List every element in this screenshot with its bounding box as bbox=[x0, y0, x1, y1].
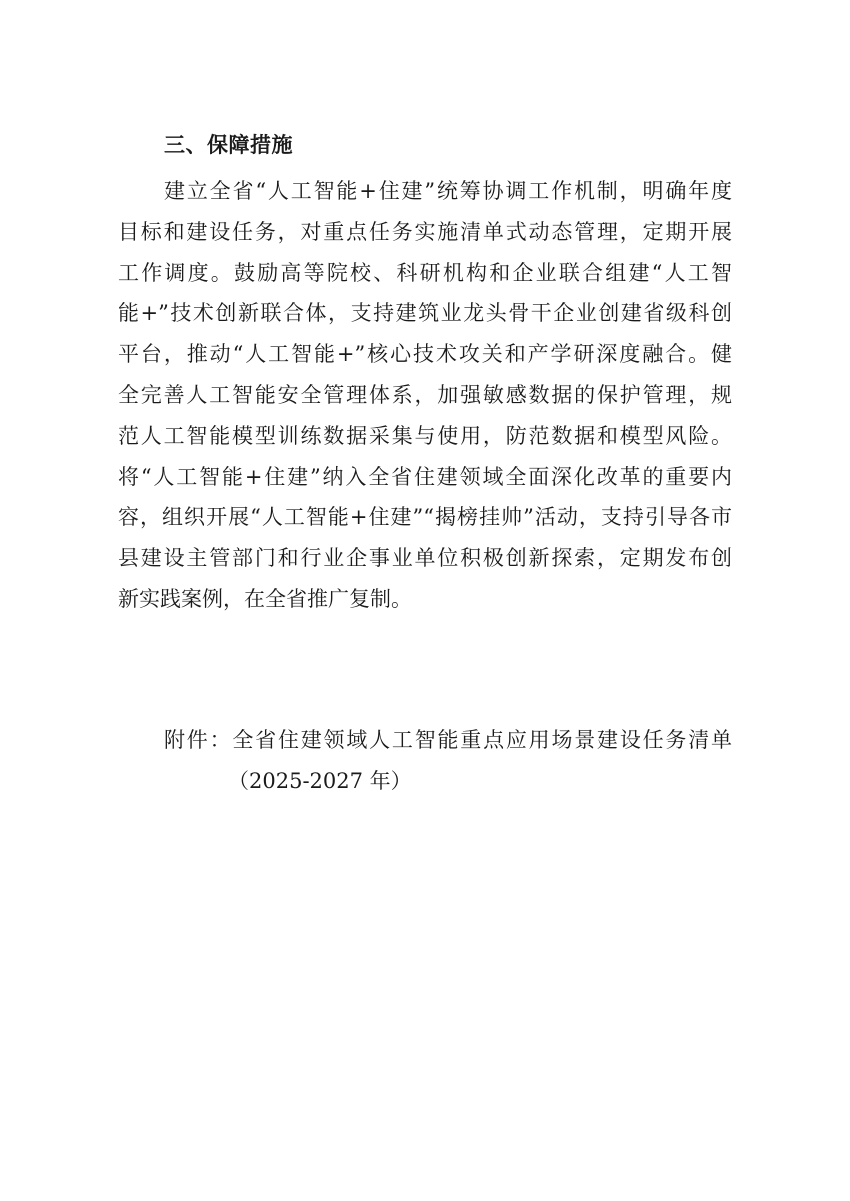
paragraph-line: 新实践案例，在全省推广复制。 bbox=[118, 586, 412, 611]
paragraph-line: 工作调度。鼓励高等院校、科研机构和企业联合组建“人工智 bbox=[118, 260, 732, 285]
paragraph-line: 县建设主管部门和行业企事业单位积极创新探索，定期发布创 bbox=[118, 546, 732, 571]
paragraph-line: 平台，推动“人工智能+”核心技术攻关和产学研深度融合。健 bbox=[118, 342, 732, 367]
paragraph-line: 范人工智能模型训练数据采集与使用，防范数据和模型风险。 bbox=[118, 423, 732, 448]
body-paragraph bbox=[118, 171, 732, 620]
paragraph-line: 容，组织开展“人工智能+住建”“揭榜挂帅”活动，支持引导各市 bbox=[118, 505, 732, 530]
attachment-title: 附件：全省住建领域人工智能重点应用场景建设任务清单 bbox=[164, 728, 732, 752]
section-heading: 三、保障措施 bbox=[164, 133, 293, 157]
paragraph-line: 建立全省“人工智能+住建”统筹协调工作机制，明确年度 bbox=[164, 179, 732, 203]
paragraph-line: 能+”技术创新联合体，支持建筑业龙头骨干企业创建省级科创 bbox=[118, 301, 732, 326]
paragraph-line: 将“人工智能+住建”纳入全省住建领域全面深化改革的重要内 bbox=[118, 464, 732, 489]
paragraph-line: 目标和建设任务，对重点任务实施清单式动态管理，定期开展 bbox=[118, 219, 732, 244]
attachment-years: （2025-2027 年） bbox=[228, 768, 412, 793]
attachment-note bbox=[164, 720, 732, 802]
paragraph-line: 全完善人工智能安全管理体系，加强敏感数据的保护管理，规 bbox=[118, 382, 732, 407]
